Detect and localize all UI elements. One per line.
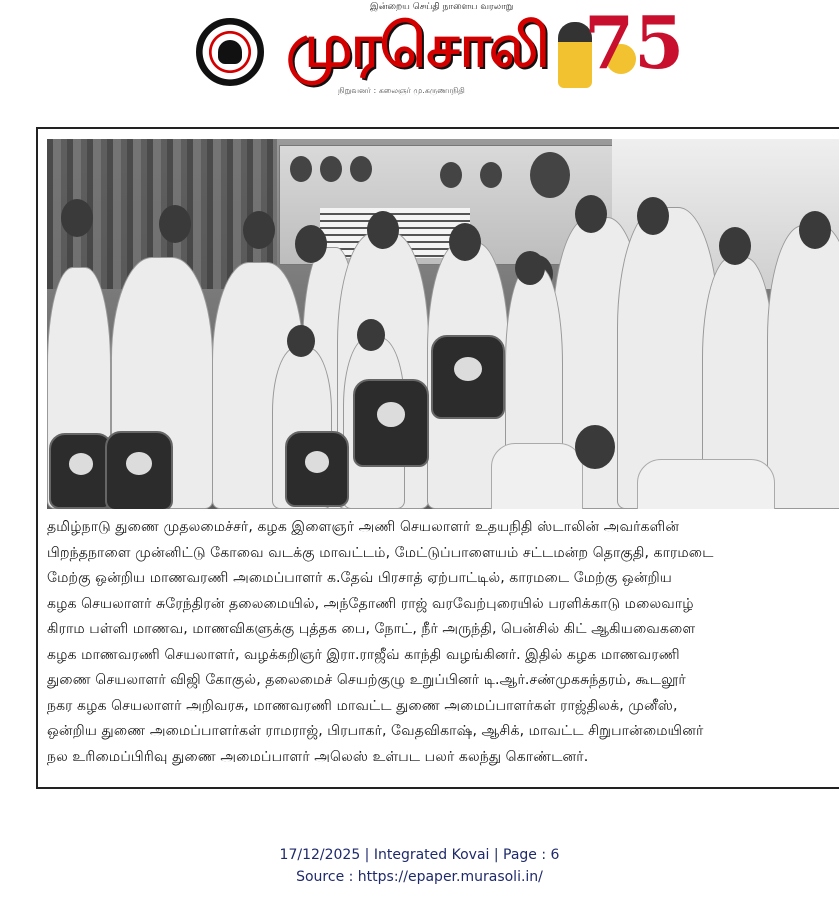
person-head (719, 227, 751, 265)
person-head (575, 425, 615, 469)
anniversary-badge (556, 0, 685, 100)
person-head (61, 199, 93, 237)
school-bag-icon (49, 433, 113, 509)
child-head (515, 251, 545, 285)
caption-line: மேற்கு ஒன்றிய மாணவரணி அமைப்பாளர் க.தேவ் பிரசாத் ஏற்பாட்டில், காரமடை மேற்கு ஒன்றிய (47, 570, 672, 586)
caption-line: தமிழ்நாடு துணை முதலமைச்சர், கழக இளைஞர் அணி செயலாளர் உதயநிதி ஸ்டாலின் அவர்களின் (47, 519, 680, 535)
logo-subtitle: நிறுவனர் : கலைஞர் மு.கருணாநிதி (338, 86, 465, 95)
school-bag-icon (353, 379, 429, 467)
person-head (575, 195, 607, 233)
caption-line: ஒன்றிய துணை அமைப்பாளர்கள் ராமராஜ், பிரபாகர், வேதவிகாஷ், ஆசிக், மாவட்ட சிறுபான்மையினர் (47, 723, 704, 739)
masthead (190, 0, 685, 110)
school-bag-icon (105, 431, 173, 509)
banner-portrait-icon (320, 156, 342, 182)
footer-source: Source : https://epaper.murasoli.in/ (296, 869, 543, 885)
person-head (799, 211, 831, 249)
emblem-figure (218, 40, 242, 64)
banner-portrait-icon (530, 152, 570, 198)
child-head (357, 319, 385, 351)
caption-line: கிராம பள்ளி மாணவ, மாணவிகளுக்கு புத்தக பை, நோட், நீர் அருந்தி, பென்சில் கிட் ஆகியவைகளை (47, 621, 696, 637)
caption-line: நகர கழக செயலாளர் அறிவரசு, மாணவரணி மாவட்ட துணை அமைப்பாளர்கள் ராஜ்திலக், முனீஸ், (47, 697, 678, 714)
banner-portrait-icon (440, 162, 462, 188)
caption-line: கழக செயலாளர் சுரேந்திரன் தலைமையில், அந்தோணி ராஜ் வரவேற்புரையில் பரளிக்காடு மலைவாழ் (47, 595, 694, 612)
plastic-chair-icon (491, 443, 583, 509)
newspaper-logo: முரசொலி (286, 11, 548, 81)
child-head (287, 325, 315, 357)
school-bag-icon (285, 431, 349, 507)
page-footer (0, 844, 839, 888)
person-head (449, 223, 481, 261)
caption-line: பிறந்தநாளை முன்னிட்டு கோவை வடக்கு மாவட்டம், மேட்டுப்பாளையம் சட்டமன்ற தொகுதி, காரமடை (47, 544, 714, 561)
person-head (295, 225, 327, 263)
person-figure (767, 225, 839, 509)
footer-date-edition: 17/12/2025 | Integrated Kovai | Page : 6 (279, 847, 560, 863)
person-head (159, 205, 191, 243)
article-clipping (36, 127, 839, 789)
person-head (637, 197, 669, 235)
banner-portrait-icon (480, 162, 502, 188)
person-head (367, 211, 399, 249)
person-head (243, 211, 275, 249)
article-caption (47, 515, 839, 770)
caption-line: நல உரிமைப்பிரிவு துணை அமைப்பாளர் அலெஸ் உள்பட பலர் கலந்து கொண்டனர். (47, 748, 589, 765)
anniversary-number: 75 (584, 0, 685, 85)
caption-line: துணை செயலாளர் விஜி கோகுல், தலைமைச் செயற்குழு உறுப்பினர் டி.ஆர்.சண்முகசுந்தரம், கூடலூர் (47, 672, 686, 688)
party-emblem-icon (196, 18, 264, 86)
group-photo (47, 139, 839, 509)
caption-line: கழக மாணவரணி செயலாளர், வழக்கறிஞர் இரா.ராஜீவ் காந்தி வழங்கினர். இதில் கழக மாணவரணி (47, 646, 680, 663)
masthead-tagline: இன்றைய செய்தி நாளைய வரலாறு (370, 2, 514, 12)
school-bag-icon (431, 335, 505, 419)
banner-portrait-icon (350, 156, 372, 182)
banner-portrait-icon (290, 156, 312, 182)
plastic-chair-icon (637, 459, 775, 509)
